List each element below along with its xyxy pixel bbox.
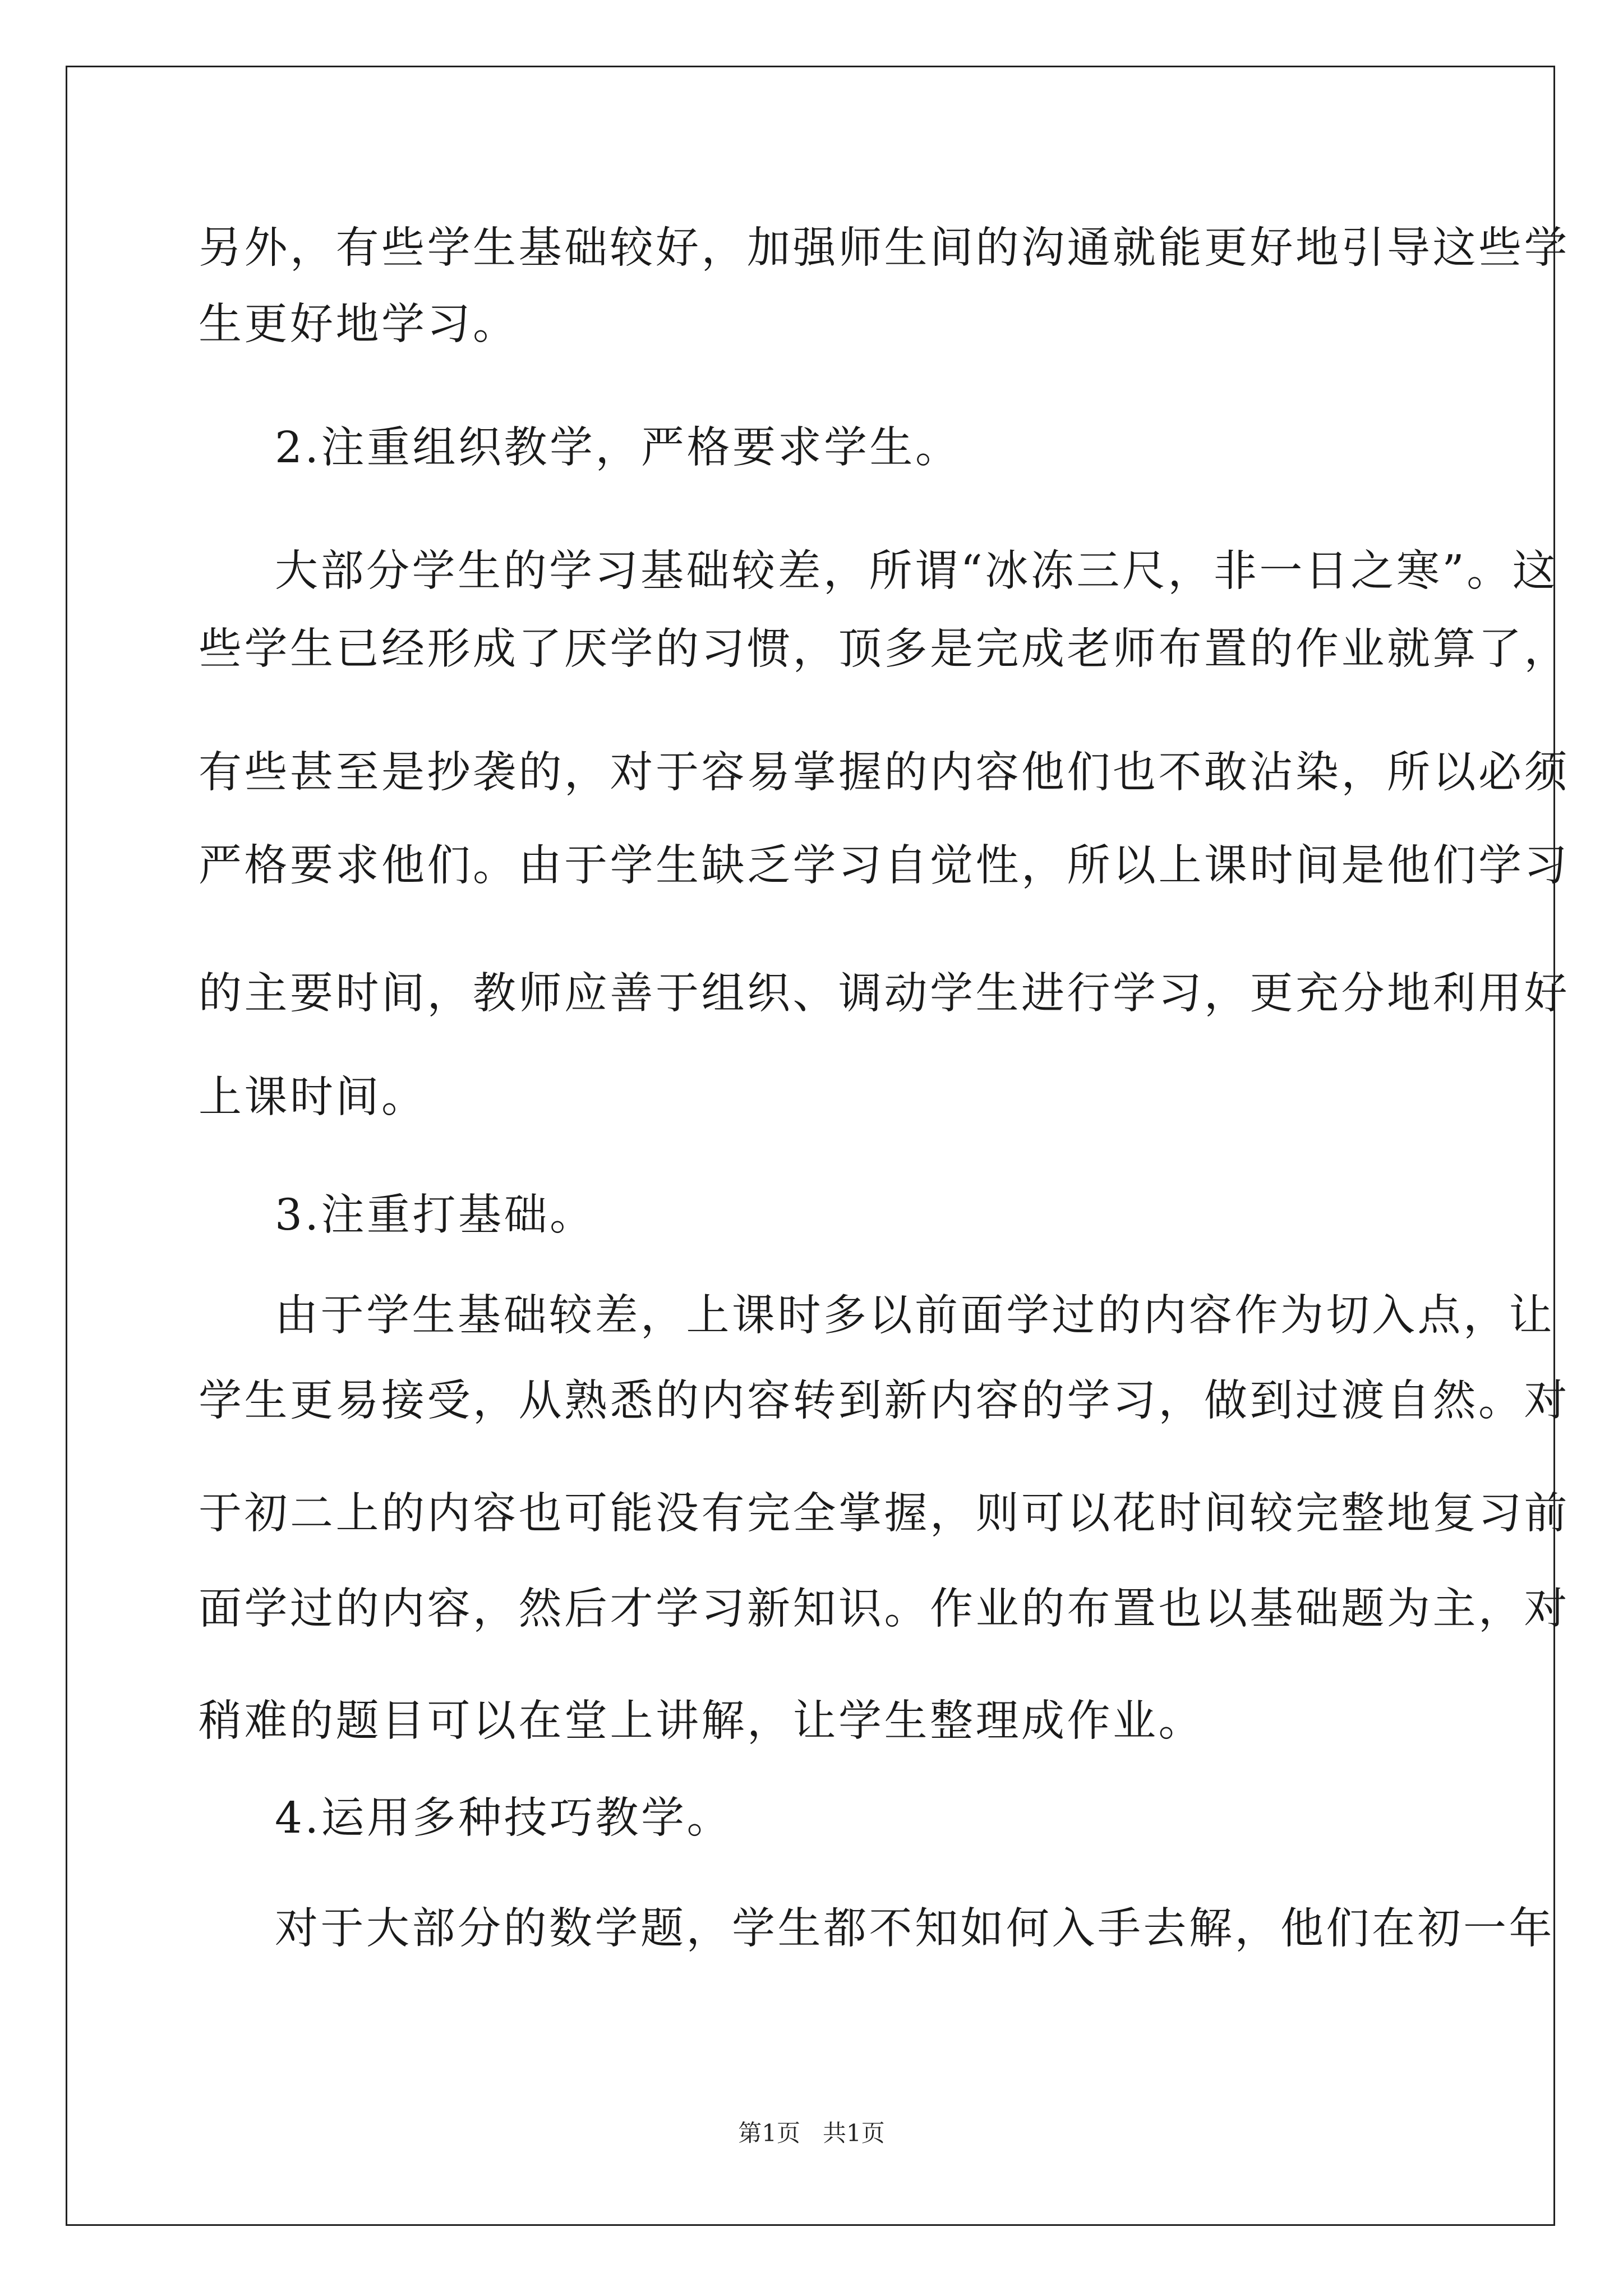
section-heading: 3.注重打基础。 xyxy=(275,1190,596,1240)
text-line: 对于大部分的数学题，学生都不知如何入手去解，他们在初一年 xyxy=(275,1904,1555,1954)
text-line: 另外，有些学生基础较好，加强师生间的沟通就能更好地引导这些学 xyxy=(199,223,1570,273)
page-frame xyxy=(66,66,1555,2226)
text-line: 于初二上的内容也可能没有完全掌握，则可以花时间较完整地复习前 xyxy=(199,1489,1570,1539)
section-heading: 4.运用多种技巧教学。 xyxy=(275,1793,732,1843)
text-line: 上课时间。 xyxy=(199,1073,427,1122)
section-heading: 2.注重组织教学，严格要求学生。 xyxy=(275,423,961,473)
text-line: 些学生已经形成了厌学的习惯，顶多是完成老师布置的作业就算了， xyxy=(199,624,1570,674)
text-line: 大部分学生的学习基础较差，所谓“冰冻三尺，非一日之寒”。这 xyxy=(275,546,1559,596)
text-line: 面学过的内容，然后才学习新知识。作业的布置也以基础题为主，对 xyxy=(199,1584,1570,1634)
text-line: 严格要求他们。由于学生缺乏学习自觉性，所以上课时间是他们学习 xyxy=(199,841,1570,891)
text-line: 生更好地学习。 xyxy=(199,300,519,349)
page-number-footer: 第1页 共1页 xyxy=(738,2119,885,2147)
text-line: 有些甚至是抄袭的，对于容易掌握的内容他们也不敢沾染，所以必须 xyxy=(199,748,1570,798)
text-line: 的主要时间，教师应善于组织、调动学生进行学习，更充分地利用好 xyxy=(199,969,1570,1019)
text-line: 学生更易接受，从熟悉的内容转到新内容的学习，做到过渡自然。对 xyxy=(199,1376,1570,1426)
text-line: 稍难的题目可以在堂上讲解，让学生整理成作业。 xyxy=(199,1696,1204,1746)
text-line: 由于学生基础较差，上课时多以前面学过的内容作为切入点，让 xyxy=(275,1291,1555,1341)
